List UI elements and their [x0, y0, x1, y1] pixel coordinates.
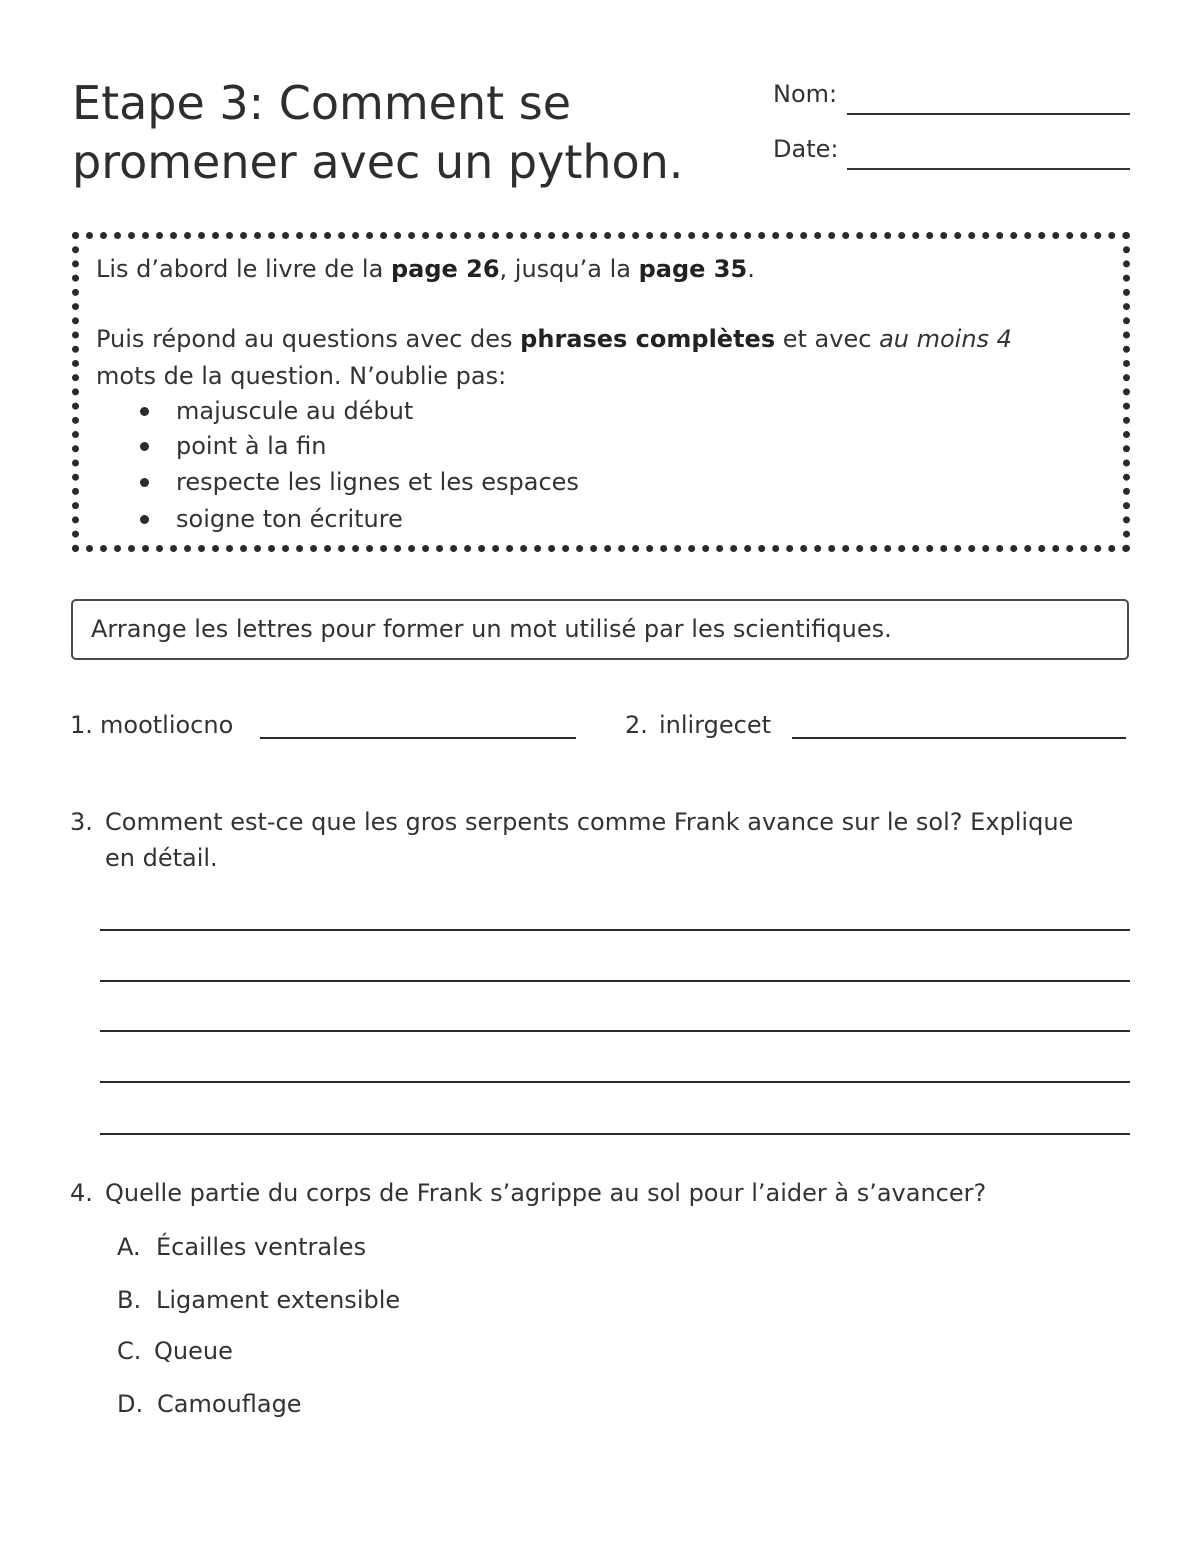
page-title-line1: Etape 3: Comment se — [72, 76, 572, 130]
date-field[interactable] — [847, 168, 1130, 170]
question-4-text: Quelle partie du corps de Frank s’agrippe au sol pour l’aider à s’avancer? — [105, 1179, 987, 1207]
question-3-text-line2: en détail. — [105, 844, 218, 872]
question-3-answer-line[interactable] — [100, 1030, 1130, 1032]
option-letter: C. — [117, 1337, 142, 1365]
option-letter: D. — [117, 1390, 144, 1418]
option-text: Ligament extensible — [156, 1286, 401, 1314]
question-1-answer-line[interactable] — [260, 737, 576, 739]
question-1-number: 1. — [70, 711, 93, 739]
option-c[interactable] — [117, 1337, 233, 1365]
question-2-answer-line[interactable] — [792, 737, 1126, 739]
question-3-answer-line[interactable] — [100, 980, 1130, 982]
question-1-word: mootliocno — [100, 711, 234, 739]
option-text: Queue — [154, 1337, 233, 1365]
question-2-number: 2. — [625, 711, 648, 739]
question-3-answer-line[interactable] — [100, 1081, 1130, 1083]
question-3-answer-line[interactable] — [100, 929, 1130, 931]
instructions-line-1: Lis d’abord le livre de la page 26, jusqu’a la page 35. — [96, 255, 755, 283]
name-label: Nom: — [773, 80, 838, 108]
arrange-instruction: Arrange les lettres pour former un mot utilisé par les scientifiques. — [91, 615, 892, 643]
bullet-icon — [140, 478, 149, 487]
option-text: Écailles ventrales — [156, 1233, 367, 1261]
option-b[interactable] — [117, 1286, 401, 1314]
option-letter: B. — [117, 1286, 142, 1314]
question-2-word: inlirgecet — [659, 711, 772, 739]
bullet-icon — [140, 407, 149, 416]
name-field[interactable] — [847, 113, 1130, 115]
bullet-icon — [140, 515, 149, 524]
option-d[interactable] — [117, 1390, 302, 1418]
option-a[interactable] — [117, 1233, 367, 1261]
question-4-number: 4. — [70, 1179, 93, 1207]
question-3-number: 3. — [70, 808, 93, 836]
arrange-instruction-box — [71, 599, 1129, 660]
instructions-line-2: Puis répond au questions avec des phrases complètes et avec au moins 4 — [96, 325, 1012, 353]
question-3-text-line1: Comment est-ce que les gros serpents comme Frank avance sur le sol? Explique — [105, 808, 1074, 836]
date-label: Date: — [773, 135, 839, 163]
page-title — [72, 74, 732, 192]
option-letter: A. — [117, 1233, 141, 1261]
question-3-answer-line[interactable] — [100, 1133, 1130, 1135]
page-title-line2: promener avec un python. — [72, 135, 684, 189]
option-text: Camouflage — [157, 1390, 302, 1418]
instructions-line-3: mots de la question. N’oublie pas: — [96, 362, 507, 390]
bullet-icon — [140, 442, 149, 451]
